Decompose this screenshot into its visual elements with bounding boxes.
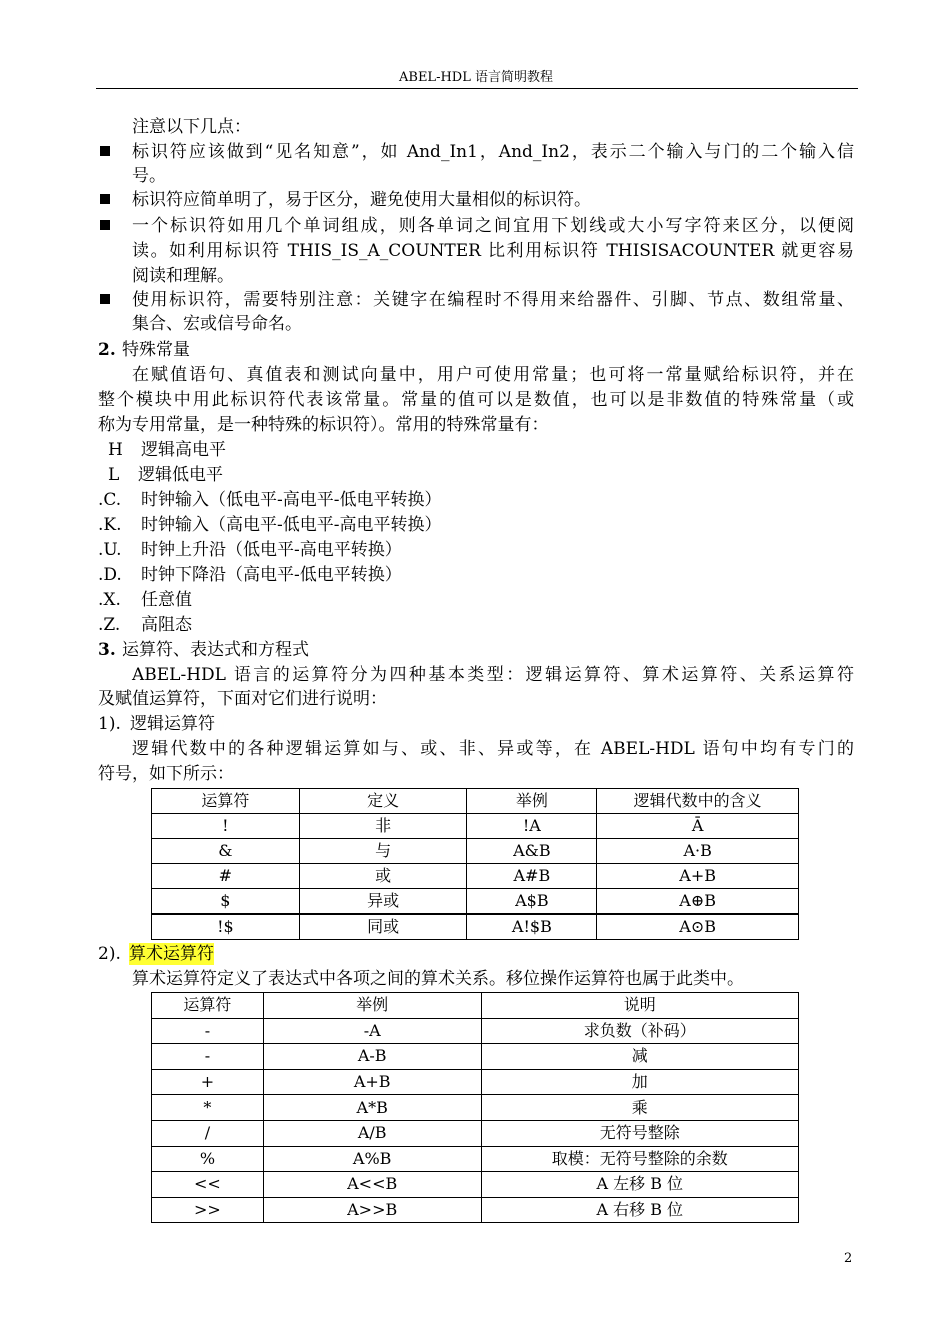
table-cell: A*B	[263, 1095, 481, 1121]
table-cell: A·B	[597, 839, 799, 864]
table-cell: !$	[152, 914, 300, 940]
page-header: ABEL-HDL 语言简明教程	[399, 70, 553, 85]
table-cell: &	[152, 839, 300, 864]
constant-desc: 高阻态	[141, 615, 192, 635]
subsection-1-para-line-1: 逻辑代数中的各种逻辑运算如与、或、非、异或等，在 ABEL-HDL 语句中均有专门的	[132, 739, 854, 759]
table-cell: A<<B	[263, 1172, 481, 1198]
note-3-line-2: 读。如利用标识符 THIS_IS_A_COUNTER 比利用标识符 THISISACOUNTER 就更容易	[132, 241, 854, 261]
notes-intro: 注意以下几点：	[132, 117, 251, 137]
table-cell: 乘	[481, 1095, 798, 1121]
constant-symbol: .U.	[98, 540, 122, 560]
table-row	[152, 814, 799, 839]
note-4-line-1: 使用标识符，需要特别注意：关键字在编程时不得用来给器件、引脚、节点、数组常量、	[132, 290, 854, 310]
table-row	[152, 1069, 799, 1095]
note-3-line-3: 阅读和理解。	[132, 266, 234, 286]
constant-symbol: .X.	[98, 590, 121, 610]
table-header-row	[152, 993, 799, 1019]
constant-symbol: .K.	[98, 515, 122, 535]
section-2-title: 特殊常量	[122, 340, 190, 360]
table-cell: 同或	[299, 914, 467, 940]
table-header-cell: 运算符	[152, 993, 264, 1019]
section-2-para-line-1: 在赋值语句、真值表和测试向量中，用户可使用常量；也可将一常量赋给标识符，并在	[132, 365, 854, 385]
note-3-line-1: 一个标识符如用几个单词组成，则各单词之间宜用下划线或大小写字符来区分，以便阅	[132, 216, 854, 236]
constant-desc: 任意值	[141, 590, 192, 610]
constant-desc: 逻辑高电平	[141, 440, 226, 460]
logic-operator-table	[151, 788, 799, 940]
table-row	[152, 864, 799, 889]
table-header-cell: 举例	[467, 789, 597, 814]
note-1-line-2: 号。	[132, 166, 166, 186]
table-cell: 与	[299, 839, 467, 864]
bullet-icon	[100, 294, 110, 304]
table-cell: <<	[152, 1172, 264, 1198]
table-header-cell: 逻辑代数中的含义	[597, 789, 799, 814]
table-row	[152, 839, 799, 864]
table-cell: 异或	[299, 889, 467, 915]
table-cell: A+B	[597, 864, 799, 889]
table-cell: 非	[299, 814, 467, 839]
constant-symbol: L	[108, 465, 120, 485]
arithmetic-operator-table	[151, 992, 799, 1223]
table-cell: >>	[152, 1197, 264, 1223]
table-cell: #	[152, 864, 300, 889]
table-cell: A⊕B	[597, 889, 799, 915]
bullet-icon	[100, 194, 110, 204]
table-cell: %	[152, 1146, 264, 1172]
note-2-line-1: 标识符应简单明了，易于区分，避免使用大量相似的标识符。	[132, 190, 591, 210]
table-cell: A&B	[467, 839, 597, 864]
table-cell: A⊙B	[597, 914, 799, 940]
table-cell: 或	[299, 864, 467, 889]
table-cell: A+B	[263, 1069, 481, 1095]
constant-desc: 时钟上升沿（低电平-高电平转换）	[141, 540, 402, 560]
constant-desc: 逻辑低电平	[138, 465, 223, 485]
table-row	[152, 1120, 799, 1146]
note-1-line-1: 标识符应该做到“见名知意”，如 And_In1，And_In2，表示二个输入与门的二个输入信	[132, 142, 854, 162]
constant-symbol: H	[108, 440, 123, 460]
table-cell: +	[152, 1069, 264, 1095]
page-number: 2	[844, 1251, 853, 1266]
table-header-cell: 运算符	[152, 789, 300, 814]
table-cell: *	[152, 1095, 264, 1121]
constant-symbol: .Z.	[98, 615, 121, 635]
table-cell: Ā	[597, 814, 799, 839]
section-3-para-line-2: 及赋值运算符，下面对它们进行说明：	[98, 689, 387, 709]
constant-desc: 时钟输入（低电平-高电平-低电平转换）	[141, 490, 442, 510]
subsection-2-number: 2).	[98, 944, 121, 964]
table-cell: !A	[467, 814, 597, 839]
table-cell: 求负数（补码）	[481, 1018, 798, 1044]
table-header-row	[152, 789, 799, 814]
bullet-icon	[100, 220, 110, 230]
table-header-cell: 举例	[263, 993, 481, 1019]
table-cell: !	[152, 814, 300, 839]
table-cell: A%B	[263, 1146, 481, 1172]
table-cell: -	[152, 1018, 264, 1044]
table-row	[152, 914, 799, 940]
constant-desc: 时钟输入（高电平-低电平-高电平转换）	[141, 515, 442, 535]
table-cell: A 左移 B 位	[481, 1172, 798, 1198]
table-cell: -A	[263, 1018, 481, 1044]
subsection-2-para-line-1: 算术运算符定义了表达式中各项之间的算术关系。移位操作运算符也属于此类中。	[132, 969, 744, 989]
table-cell: /	[152, 1120, 264, 1146]
subsection-1-title: 逻辑运算符	[130, 714, 215, 734]
subsection-1-para-line-2: 符号，如下所示：	[98, 764, 234, 784]
table-cell: 加	[481, 1069, 798, 1095]
table-row	[152, 889, 799, 915]
constant-symbol: .D.	[98, 565, 122, 585]
table-cell: A$B	[467, 889, 597, 915]
table-cell: A!$B	[467, 914, 597, 940]
header-rule	[96, 88, 858, 89]
section-3-title: 运算符、表达式和方程式	[122, 640, 309, 660]
bullet-icon	[100, 146, 110, 156]
table-row	[152, 1044, 799, 1070]
section-2-para-line-2: 整个模块中用此标识符代表该常量。常量的值可以是数值，也可以是非数值的特殊常量（或	[98, 390, 854, 410]
table-header-cell: 定义	[299, 789, 467, 814]
table-cell: $	[152, 889, 300, 915]
table-cell: 取模：无符号整除的余数	[481, 1146, 798, 1172]
constant-symbol: .C.	[98, 490, 122, 510]
subsection-1-number: 1).	[98, 714, 121, 734]
section-2-number: 2.	[98, 340, 116, 360]
section-3-para-line-1: ABEL-HDL 语言的运算符分为四种基本类型：逻辑运算符、算术运算符、关系运算符	[132, 665, 854, 685]
note-4-line-2: 集合、宏或信号命名。	[132, 314, 302, 334]
constant-desc: 时钟下降沿（高电平-低电平转换）	[141, 565, 402, 585]
section-2-para-line-3: 称为专用常量，是一种特殊的标识符）。常用的特殊常量有：	[98, 415, 549, 435]
table-cell: 无符号整除	[481, 1120, 798, 1146]
table-row	[152, 1018, 799, 1044]
table-cell: A 右移 B 位	[481, 1197, 798, 1223]
table-cell: A#B	[467, 864, 597, 889]
section-3-number: 3.	[98, 640, 116, 660]
table-row	[152, 1172, 799, 1198]
table-row	[152, 1197, 799, 1223]
table-cell: A-B	[263, 1044, 481, 1070]
table-cell: A/B	[263, 1120, 481, 1146]
table-row	[152, 1095, 799, 1121]
subsection-2-title: 算术运算符	[129, 944, 214, 964]
table-row	[152, 1146, 799, 1172]
table-cell: -	[152, 1044, 264, 1070]
table-cell: 减	[481, 1044, 798, 1070]
table-header-cell: 说明	[481, 993, 798, 1019]
table-cell: A>>B	[263, 1197, 481, 1223]
